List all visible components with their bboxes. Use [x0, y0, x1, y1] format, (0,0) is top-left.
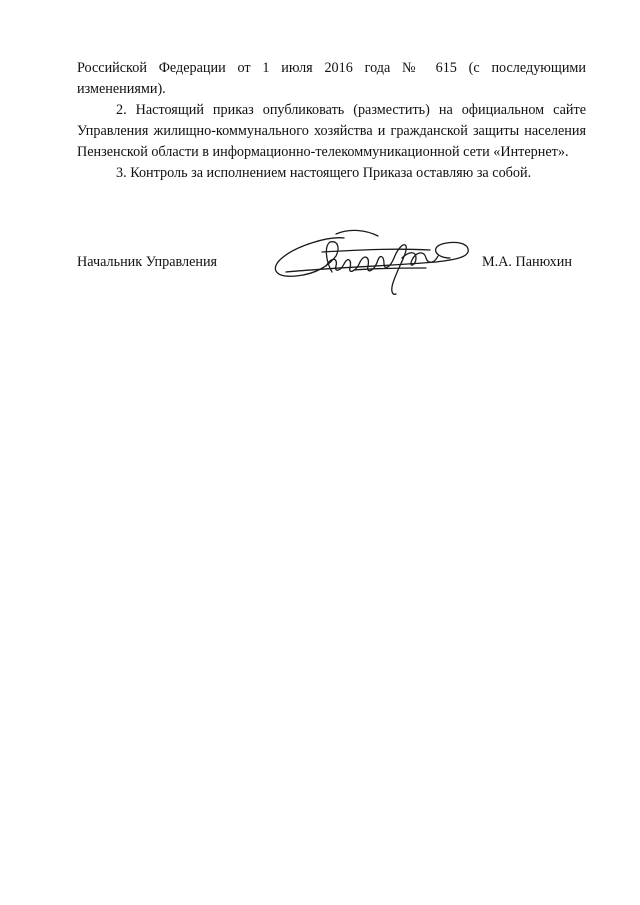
- document-body: [77, 58, 586, 184]
- paragraph-continuation: Российской Федерации от 1 июля 2016 года № 615 (с последующими изменениями).: [77, 60, 586, 97]
- signatory-name: М.А. Панюхин: [482, 254, 572, 270]
- paragraph-publication: 2. Настоящий приказ опубликовать (разместить) на официальном сайте Управления жилищно-коммунального хозяйства и гражданской защиты населения Пензенской области в информационно-телекоммуникационной сети «Интернет».: [77, 102, 586, 160]
- signatory-title: Начальник Управления: [77, 254, 218, 270]
- handwritten-signature: [266, 222, 471, 304]
- paragraph-control: 3. Контроль за исполнением настоящего Приказа оставляю за собой.: [116, 165, 532, 181]
